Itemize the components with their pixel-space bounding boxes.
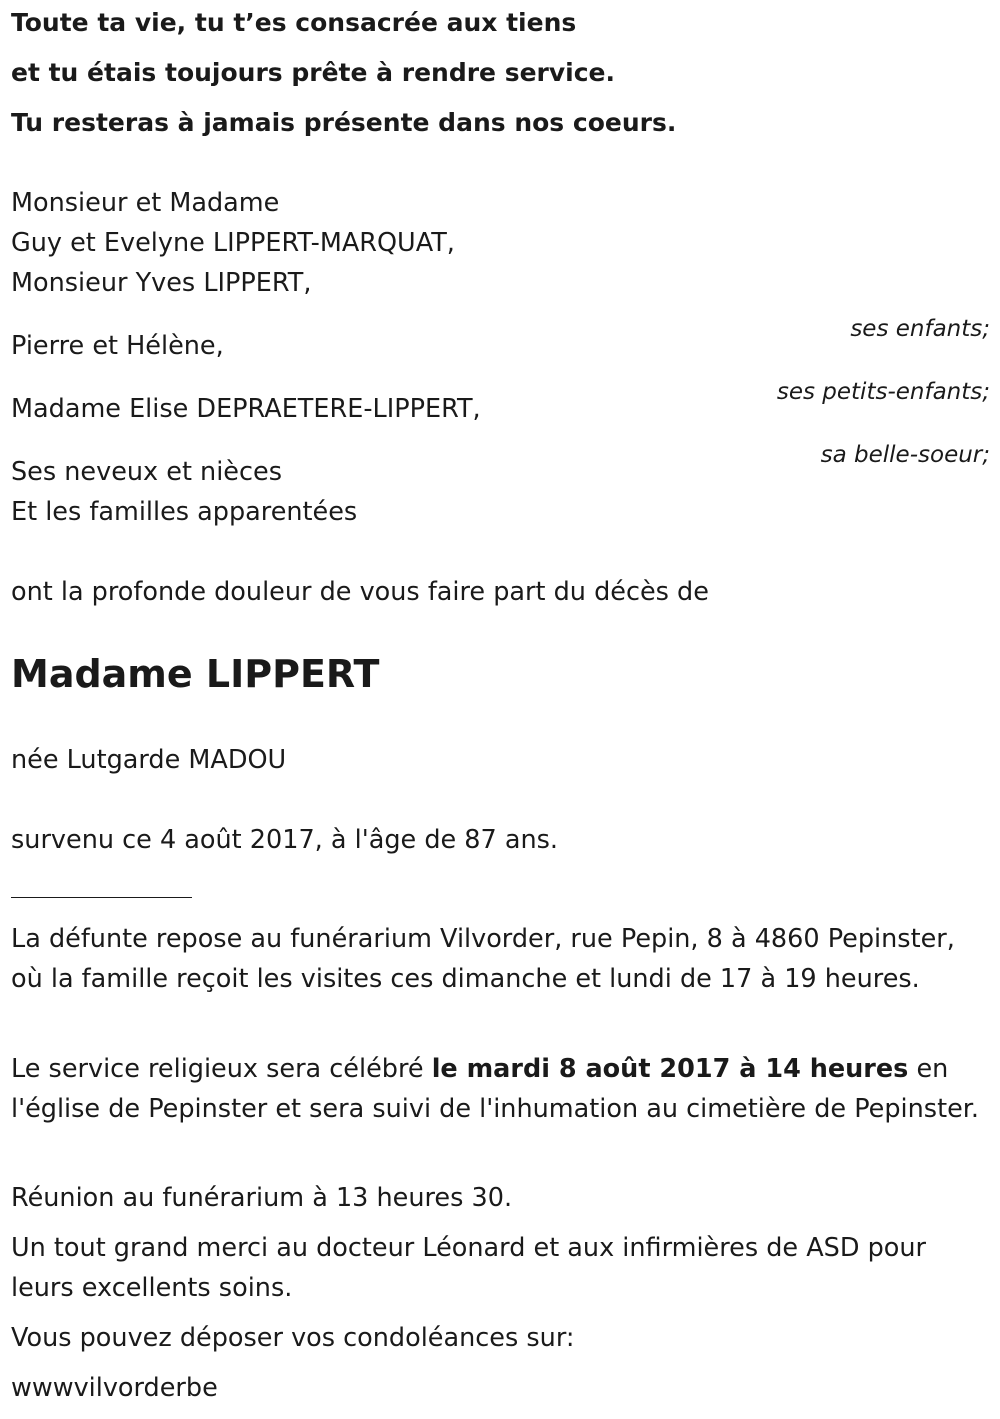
children-relation: ses enfants; — [850, 316, 990, 342]
born-name: née Lutgarde MADOU — [11, 745, 287, 775]
verse-line-2: et tu étais toujours prête à rendre service. — [11, 58, 616, 87]
service-paragraph — [11, 1049, 986, 1129]
sister-in-law-line: Madame Elise DEPRAETERE-LIPPERT, — [11, 394, 481, 424]
reunion-paragraph: Réunion au funérarium à 13 heures 30. — [11, 1183, 513, 1213]
thanks-paragraph: Un tout grand merci au docteur Léonard et aux infirmières de ASD pour leurs excellents soins. — [11, 1233, 927, 1303]
children-line-2: Guy et Evelyne LIPPERT-MARQUAT, — [11, 228, 455, 258]
others-line-2: Et les familles apparentées — [11, 497, 358, 527]
deceased-name: Madame LIPPERT — [11, 652, 380, 696]
service-text-end: en l'église de Pepinster et sera suivi de l'inhumation au cimetière de Pepinster. — [11, 1054, 980, 1124]
service-text-start: Le service religieux sera célébré — [11, 1054, 432, 1084]
announcement: ont la profonde douleur de vous faire part du décès de — [11, 577, 709, 607]
grandchildren-line: Pierre et Hélène, — [11, 331, 224, 361]
condolences-line: Vous pouvez déposer vos condoléances sur: — [11, 1323, 575, 1353]
sister-in-law-relation: sa belle-soeur; — [820, 442, 990, 468]
others-line-1: Ses neveux et nièces — [11, 457, 282, 487]
repose-paragraph: La défunte repose au funérarium Vilvorder, rue Pepin, 8 à 4860 Pepinster, où la famille reçoit les visites ces dimanche et lundi de 17 à 19 heures. — [11, 924, 955, 994]
grandchildren-relation: ses petits-enfants; — [776, 379, 990, 405]
verse-line-3: Tu resteras à jamais présente dans nos coeurs. — [11, 108, 677, 137]
death-info: survenu ce 4 août 2017, à l'âge de 87 ans. — [11, 825, 559, 855]
children-line-1: Monsieur et Madame — [11, 188, 280, 218]
children-line-3: Monsieur Yves LIPPERT, — [11, 268, 312, 298]
service-date: le mardi 8 août 2017 à 14 heures — [431, 1054, 909, 1084]
website-link[interactable]: wwwvilvorderbe — [11, 1373, 218, 1403]
separator-line — [11, 897, 192, 898]
verse-line-1: Toute ta vie, tu t’es consacrée aux tiens — [11, 8, 577, 37]
